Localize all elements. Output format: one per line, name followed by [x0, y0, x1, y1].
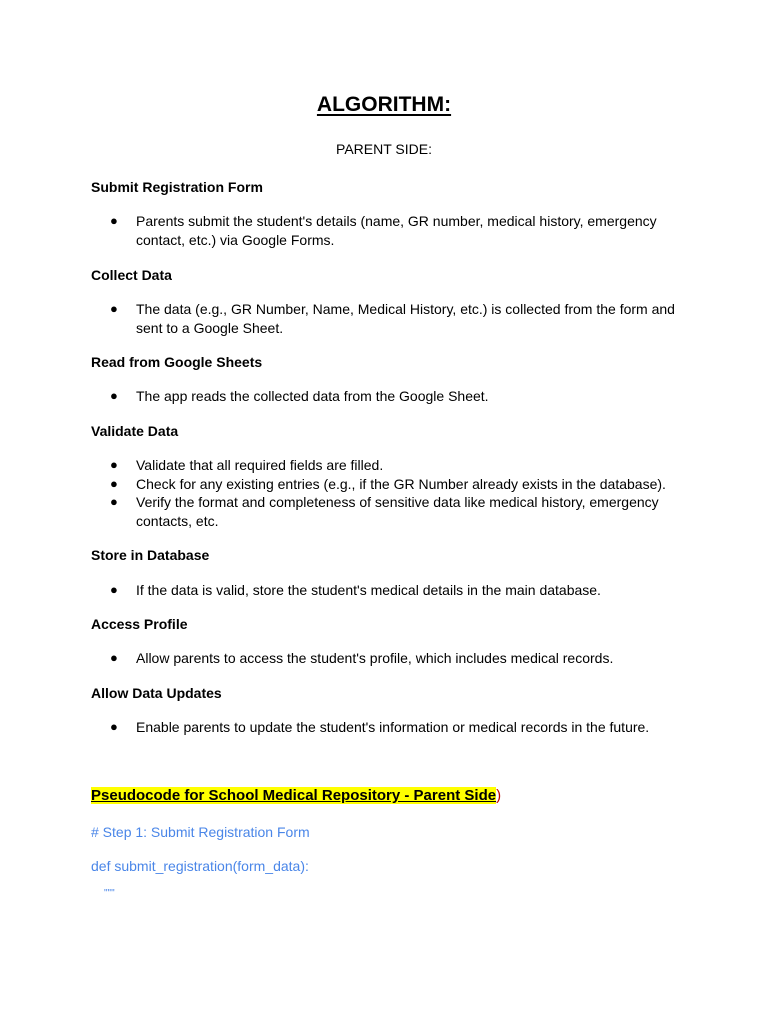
section-heading-submit-registration: Submit Registration Form [91, 179, 263, 195]
bullet-icon: ● [110, 388, 118, 403]
bullet-icon: ● [110, 719, 118, 734]
section-heading-collect-data: Collect Data [91, 267, 172, 283]
list-item-line: sent to a Google Sheet. [136, 319, 284, 336]
document-subtitle: PARENT SIDE: [336, 141, 432, 157]
list-item [110, 456, 680, 475]
pseudocode-heading-text: Pseudocode for School Medical Repository - Parent Side [91, 787, 497, 804]
pseudocode-heading [91, 786, 501, 806]
document-title: ALGORITHM: [316, 93, 452, 116]
list-item-line: contact, etc.) via Google Forms. [136, 231, 335, 248]
list-item-line: Parents submit the student's details (name, GR number, medical history, emergency [136, 213, 657, 229]
section-heading-access-profile: Access Profile [91, 616, 188, 632]
bullet-icon: ● [110, 475, 118, 491]
bullet-icon: ● [110, 494, 118, 509]
section-heading-read-sheets: Read from Google Sheets [91, 354, 263, 370]
list-item-line: The data (e.g., GR Number, Name, Medical History, etc.) is collected from the form and [136, 301, 675, 317]
list-item-line: If the data is valid, store the student's medical details in the main database. [136, 582, 601, 598]
list-item-line: Allow parents to access the student's profile, which includes medical records. [136, 650, 614, 666]
bullet-icon: ● [110, 457, 118, 472]
bullet-icon: ● [110, 582, 118, 597]
code-line-docstring: """ [104, 888, 115, 899]
list-item [110, 300, 680, 337]
list-item [110, 212, 680, 249]
code-line-def: def submit_registration(form_data): [91, 858, 309, 874]
list-item-line: Verify the format and completeness of sensitive data like medical history, emergency [136, 494, 659, 510]
list-item [110, 718, 680, 737]
section-heading-validate-data: Validate Data [91, 423, 179, 439]
bullet-icon: ● [110, 213, 118, 228]
list-item [110, 493, 680, 530]
list-item-line: Validate that all required fields are filled. [136, 457, 384, 473]
list-item-line: Enable parents to update the student's information or medical records in the future. [136, 719, 650, 735]
pseudocode-heading-suffix: ) [496, 787, 502, 804]
code-line-comment: # Step 1: Submit Registration Form [91, 824, 310, 840]
list-item [110, 649, 680, 668]
bullet-icon: ● [110, 301, 118, 316]
section-heading-store-database: Store in Database [91, 547, 210, 563]
section-heading-allow-updates: Allow Data Updates [91, 685, 222, 701]
list-item [110, 581, 680, 600]
bullet-icon: ● [110, 650, 118, 665]
list-item [110, 387, 680, 406]
list-item-line: The app reads the collected data from the Google Sheet. [136, 388, 489, 404]
list-item [110, 475, 680, 494]
list-item-line: contacts, etc. [136, 512, 219, 529]
list-item-line: Check for any existing entries (e.g., if the GR Number already exists in the database). [136, 475, 666, 492]
